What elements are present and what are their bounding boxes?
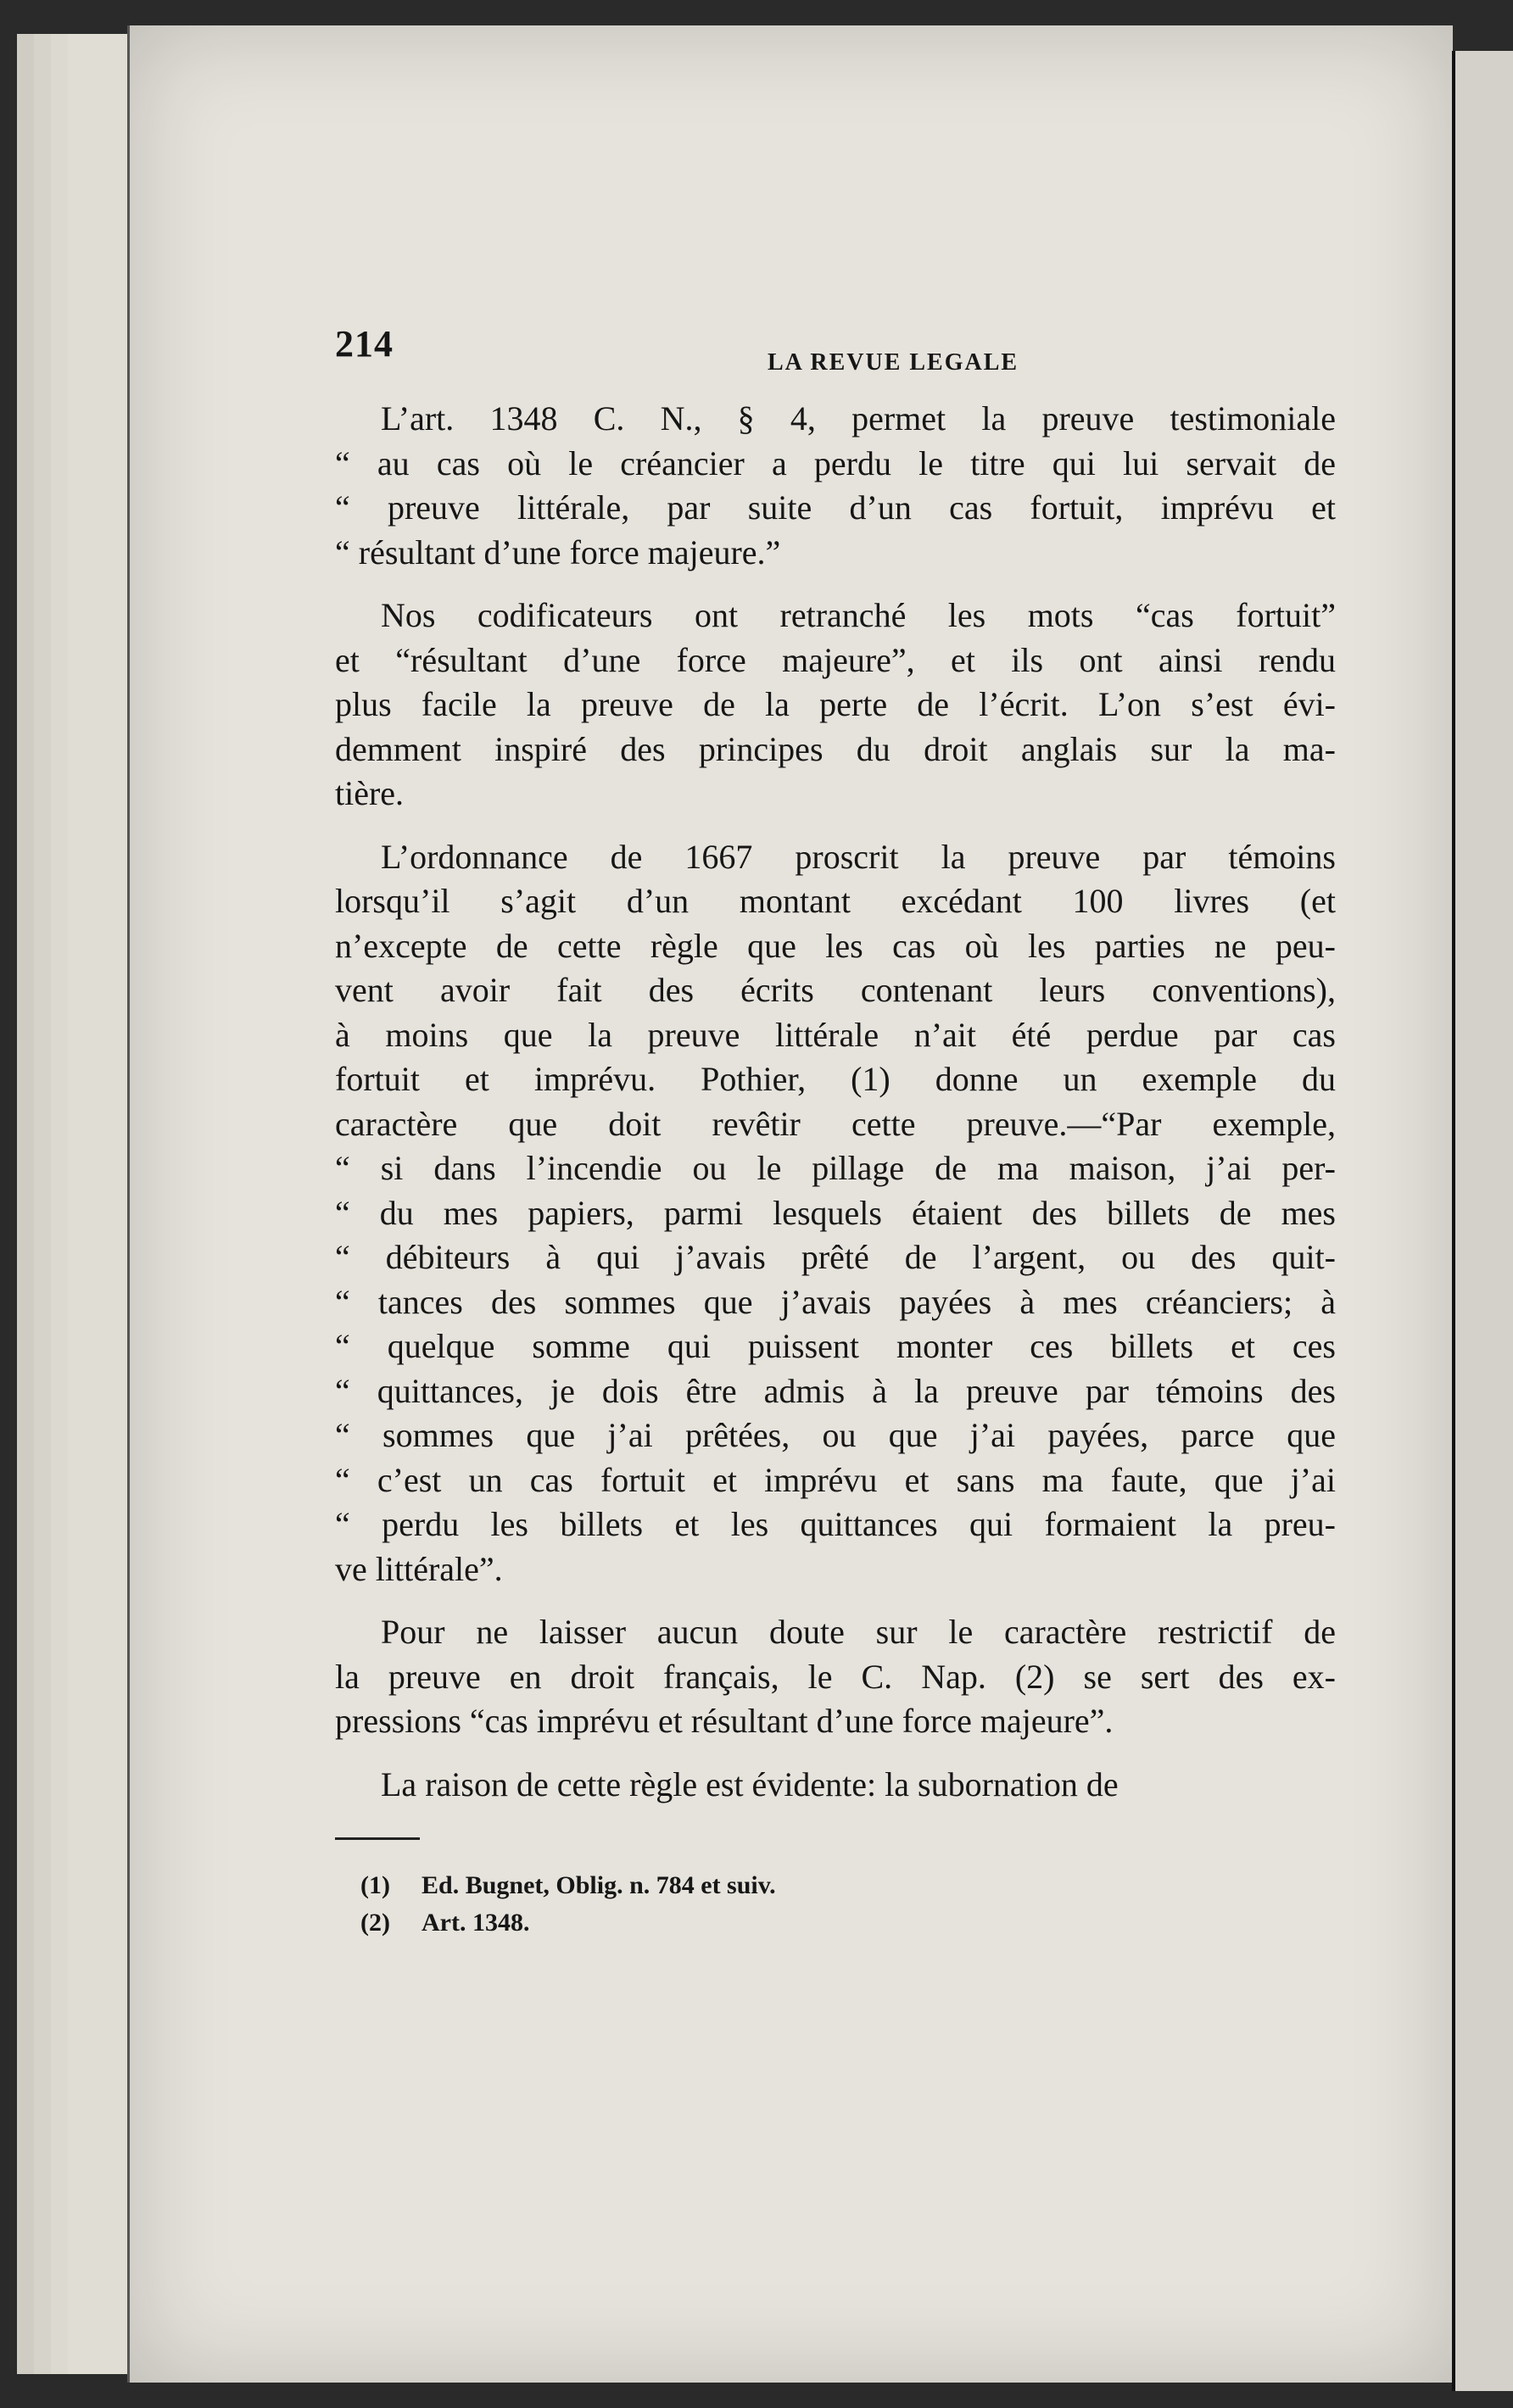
text-line: “ preuve littérale, par suite d’un cas fortuit, imprévu et [335,488,1336,527]
text-line: “ quittances, je dois être admis à la preuve par témoins des [335,1371,1336,1410]
text-line: n’excepte de cette règle que les cas où les parties ne peu- [335,926,1336,965]
text-line: “ c’est un cas fortuit et imprévu et sans ma faute, que j’ai [335,1460,1336,1499]
text-line: “ perdu les billets et les quittances qui formaient la preu- [335,1505,1336,1543]
paragraph [335,594,1336,817]
text-line: tière. [335,774,405,812]
page-content [335,322,1336,1942]
body-text [335,397,1336,1807]
footnote-text: Art. 1348. [422,1909,530,1937]
text-line: la preuve en droit français, le C. Nap. (2) se sert des ex- [335,1657,1336,1696]
adjacent-page-edge [1452,51,1513,2391]
text-line: pressions “cas imprévu et résultant d’une force majeure”. [335,1702,1114,1740]
text-line: et “résultant d’une force majeure”, et ils ont ainsi rendu [335,640,1336,679]
paragraph [335,1610,1336,1744]
text-line: “ si dans l’incendie ou le pillage de ma maison, j’ai per- [335,1149,1336,1187]
page-number: 214 [335,323,394,365]
text-line: “ résultant d’une force majeure.” [335,532,781,571]
footnotes [335,1867,1336,1942]
text-line: “ tances des sommes que j’avais payées à mes créanciers; à [335,1282,1336,1321]
text-line: “ au cas où le créancier a perdu le titre qui lui servait de [335,443,1336,482]
text-line: L’art. 1348 C. N., § 4, permet la preuve testimoniale [381,399,1336,438]
text-line: Nos codificateurs ont retranché les mots “cas fortuit” [381,596,1336,634]
footnote [335,1904,1336,1942]
footnote [335,1867,1336,1904]
text-line: ve littérale”. [335,1549,503,1588]
text-line: vent avoir fait des écrits contenant leurs conventions), [335,971,1336,1009]
text-line: L’ordonnance de 1667 proscrit la preuve par témoins [381,837,1336,876]
paragraph [335,835,1336,1592]
text-line: demment inspiré des principes du droit anglais sur la ma- [335,729,1336,768]
text-line: Pour ne laisser aucun doute sur le caractère restrictif de [381,1613,1336,1651]
text-line: fortuit et imprévu. Pothier, (1) donne un exemple du [335,1060,1336,1098]
text-line: “ quelque somme qui puissent monter ces billets et ces [335,1327,1336,1365]
footnote-mark: (1) [360,1871,390,1899]
journal-title: LA REVUE LEGALE [768,349,1019,376]
text-line: “ du mes papiers, parmi lesquels étaient des billets de mes [335,1193,1336,1232]
footnote-text: Ed. Bugnet, Oblig. n. 784 et suiv. [422,1871,776,1899]
text-line: lorsqu’il s’agit d’un montant excédant 100 livres (et [335,882,1336,920]
text-line: à moins que la preuve littérale n’ait été perdue par cas [335,1015,1336,1054]
text-line: “ débiteurs à qui j’avais prêté de l’argent, ou des quit- [335,1238,1336,1276]
footnote-mark: (2) [360,1909,390,1937]
running-head [335,322,1336,376]
text-line: caractère que doit revêtir cette preuve.—“Par exemple, [335,1104,1336,1143]
text-line: La raison de cette règle est évidente: la subornation de [381,1764,1119,1803]
paragraph [335,1763,1336,1808]
footnote-rule [335,1837,420,1840]
text-line: “ sommes que j’ai prêtées, ou que j’ai payées, parce que [335,1416,1336,1454]
text-line: plus facile la preuve de la perte de l’écrit. L’on s’est évi- [335,685,1336,723]
paragraph [335,397,1336,575]
